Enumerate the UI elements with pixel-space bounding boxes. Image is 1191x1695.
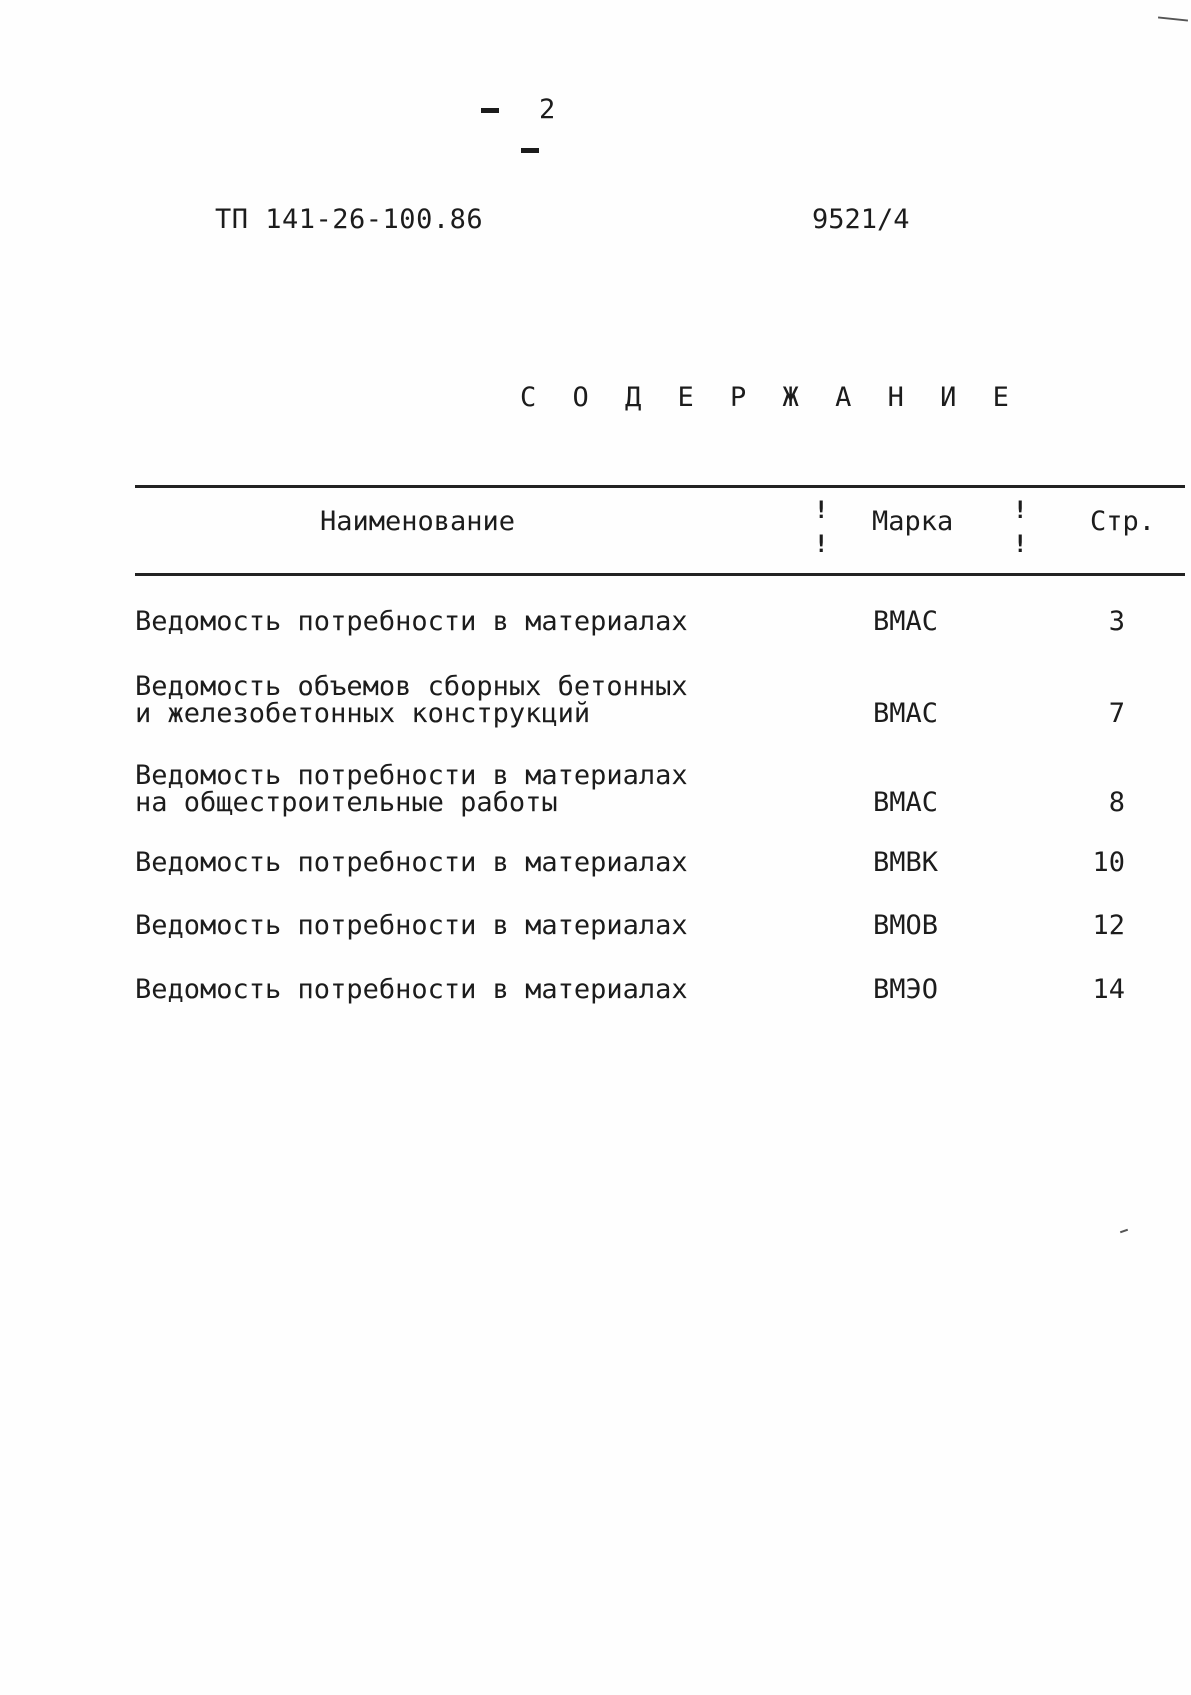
table-header-bottom-rule <box>135 573 1185 576</box>
separator-mark: ! <box>814 496 829 524</box>
separator-mark: ! <box>1013 530 1028 558</box>
row-mark: ВМАС <box>873 698 939 729</box>
column-separator <box>814 493 828 561</box>
row-name: Ведомость потребности в материалах <box>135 847 688 878</box>
row-name: Ведомость потребности в материалах <box>135 910 688 941</box>
row-mark: ВМАС <box>873 606 939 637</box>
row-mark: ВМАС <box>873 787 939 818</box>
column-separator <box>1013 493 1027 561</box>
dash-left <box>481 108 499 113</box>
row-page: 8 <box>1108 787 1125 818</box>
separator-mark: ! <box>1013 496 1028 524</box>
document-code: ТП 141-26-100.86 <box>215 204 484 235</box>
column-header-name: Наименование <box>320 506 516 537</box>
row-page: 3 <box>1108 606 1125 637</box>
separator-mark: ! <box>814 530 829 558</box>
dash-right <box>521 148 539 153</box>
scan-mark-right <box>1120 1229 1128 1234</box>
row-page: 10 <box>1092 847 1125 878</box>
row-name: Ведомость потребности в материалах на общестроительные работы <box>135 760 688 818</box>
page-number <box>470 90 590 130</box>
page-number-value: 2 <box>539 94 556 125</box>
sheet-code: 9521/4 <box>812 204 910 235</box>
scan-mark-top-right <box>1158 16 1188 21</box>
contents-title: С О Д Е Р Ж А Н И Е <box>520 382 1019 413</box>
row-page: 7 <box>1108 698 1125 729</box>
row-name: Ведомость потребности в материалах <box>135 606 688 637</box>
column-header-mark: Марка <box>872 506 954 537</box>
row-name: Ведомость объемов сборных бетонных и железобетонных конструкций <box>135 671 688 729</box>
table-top-rule <box>135 485 1185 488</box>
row-mark: ВМВК <box>873 847 939 878</box>
row-mark: ВМЭО <box>873 974 939 1005</box>
row-page: 12 <box>1092 910 1125 941</box>
row-name: Ведомость потребности в материалах <box>135 974 688 1005</box>
row-mark: ВМОВ <box>873 910 939 941</box>
row-page: 14 <box>1092 974 1125 1005</box>
column-header-page: Стр. <box>1090 506 1156 537</box>
